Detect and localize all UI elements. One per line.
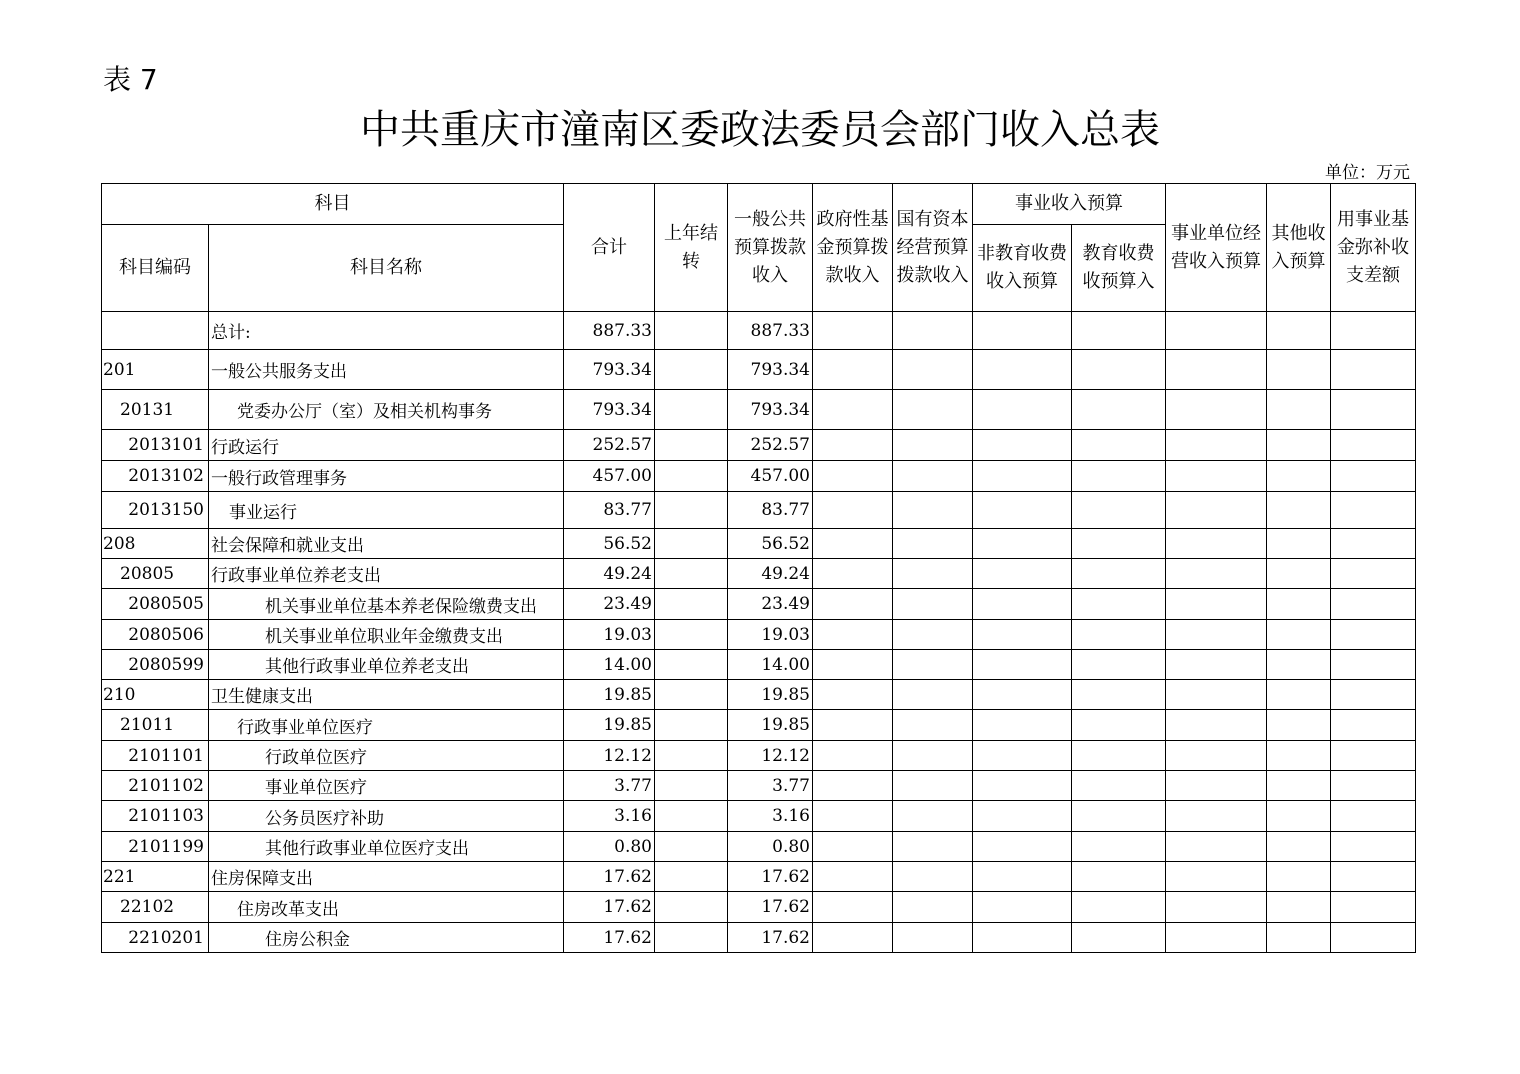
- cell-subject-name: 机关事业单位职业年金缴费支出: [209, 620, 564, 650]
- table-row: [102, 620, 1416, 650]
- cell-subject-name: 行政事业单位医疗: [209, 710, 564, 741]
- cell-other-income: [1267, 710, 1331, 741]
- cell-subject-name: 事业单位医疗: [209, 771, 564, 801]
- table-row: [102, 312, 1416, 350]
- cell-fund-balance: [1331, 680, 1416, 710]
- cell-carryover: [655, 741, 728, 771]
- cell-carryover: [655, 680, 728, 710]
- cell-carryover: [655, 892, 728, 923]
- cell-other-income: [1267, 589, 1331, 620]
- cell-subject-name: 总计:: [209, 312, 564, 350]
- cell-unit-operating: [1166, 862, 1267, 892]
- header-unit-operating: 事业单位经营收入预算: [1166, 184, 1267, 312]
- cell-total: 0.80: [564, 832, 655, 862]
- cell-other-income: [1267, 680, 1331, 710]
- cell-gov-fund: [813, 492, 893, 529]
- cell-non-edu-fee: [973, 710, 1072, 741]
- cell-subject-code: 22102: [102, 892, 209, 923]
- cell-unit-operating: [1166, 741, 1267, 771]
- cell-other-income: [1267, 529, 1331, 559]
- cell-carryover: [655, 461, 728, 492]
- table-row: [102, 350, 1416, 390]
- cell-unit-operating: [1166, 529, 1267, 559]
- table-row: [102, 589, 1416, 620]
- cell-edu-fee: [1072, 430, 1166, 461]
- cell-state-capital: [893, 771, 973, 801]
- cell-non-edu-fee: [973, 461, 1072, 492]
- cell-edu-fee: [1072, 892, 1166, 923]
- cell-fund-balance: [1331, 390, 1416, 430]
- cell-carryover: [655, 312, 728, 350]
- cell-unit-operating: [1166, 492, 1267, 529]
- cell-state-capital: [893, 620, 973, 650]
- cell-non-edu-fee: [973, 832, 1072, 862]
- cell-total: 17.62: [564, 923, 655, 953]
- cell-non-edu-fee: [973, 430, 1072, 461]
- cell-edu-fee: [1072, 680, 1166, 710]
- cell-carryover: [655, 862, 728, 892]
- table-row: [102, 710, 1416, 741]
- cell-non-edu-fee: [973, 862, 1072, 892]
- header-carryover: 上年结转: [655, 184, 728, 312]
- cell-gov-fund: [813, 680, 893, 710]
- cell-total: 252.57: [564, 430, 655, 461]
- cell-unit-operating: [1166, 350, 1267, 390]
- cell-fund-balance: [1331, 801, 1416, 832]
- cell-edu-fee: [1072, 461, 1166, 492]
- header-gov-fund: 政府性基金预算拨款收入: [813, 184, 893, 312]
- cell-other-income: [1267, 430, 1331, 461]
- cell-state-capital: [893, 559, 973, 589]
- cell-total: 14.00: [564, 650, 655, 680]
- cell-total: 19.03: [564, 620, 655, 650]
- cell-general-budget: 23.49: [728, 589, 813, 620]
- cell-edu-fee: [1072, 650, 1166, 680]
- cell-other-income: [1267, 390, 1331, 430]
- cell-total: 457.00: [564, 461, 655, 492]
- cell-unit-operating: [1166, 832, 1267, 862]
- cell-other-income: [1267, 492, 1331, 529]
- cell-total: 23.49: [564, 589, 655, 620]
- cell-gov-fund: [813, 430, 893, 461]
- cell-subject-name: 一般公共服务支出: [209, 350, 564, 390]
- header-state-capital: 国有资本经营预算拨款收入: [893, 184, 973, 312]
- cell-fund-balance: [1331, 430, 1416, 461]
- cell-gov-fund: [813, 390, 893, 430]
- cell-carryover: [655, 923, 728, 953]
- header-subject: 科目: [102, 184, 564, 225]
- cell-total: 83.77: [564, 492, 655, 529]
- cell-subject-name: 其他行政事业单位养老支出: [209, 650, 564, 680]
- cell-subject-name: 住房改革支出: [209, 892, 564, 923]
- table-row: [102, 892, 1416, 923]
- cell-subject-code: 2080505: [102, 589, 209, 620]
- cell-subject-code: 2101103: [102, 801, 209, 832]
- cell-subject-code: 2080506: [102, 620, 209, 650]
- cell-fund-balance: [1331, 832, 1416, 862]
- cell-subject-name: 事业运行: [209, 492, 564, 529]
- cell-total: 793.34: [564, 390, 655, 430]
- cell-subject-name: 行政运行: [209, 430, 564, 461]
- cell-general-budget: 17.62: [728, 923, 813, 953]
- cell-gov-fund: [813, 529, 893, 559]
- cell-unit-operating: [1166, 589, 1267, 620]
- cell-fund-balance: [1331, 710, 1416, 741]
- cell-subject-code: 201: [102, 350, 209, 390]
- cell-subject-name: 其他行政事业单位医疗支出: [209, 832, 564, 862]
- cell-fund-balance: [1331, 559, 1416, 589]
- cell-other-income: [1267, 741, 1331, 771]
- cell-non-edu-fee: [973, 529, 1072, 559]
- cell-total: 56.52: [564, 529, 655, 559]
- cell-other-income: [1267, 461, 1331, 492]
- cell-other-income: [1267, 650, 1331, 680]
- table-row: [102, 461, 1416, 492]
- cell-general-budget: 19.85: [728, 710, 813, 741]
- cell-subject-code: 20131: [102, 390, 209, 430]
- cell-unit-operating: [1166, 430, 1267, 461]
- header-business-income: 事业收入预算: [973, 184, 1166, 225]
- cell-subject-name: 住房公积金: [209, 923, 564, 953]
- cell-general-budget: 3.16: [728, 801, 813, 832]
- cell-total: 19.85: [564, 680, 655, 710]
- cell-non-edu-fee: [973, 620, 1072, 650]
- cell-state-capital: [893, 461, 973, 492]
- table-row: [102, 529, 1416, 559]
- cell-gov-fund: [813, 589, 893, 620]
- cell-total: 17.62: [564, 862, 655, 892]
- cell-unit-operating: [1166, 461, 1267, 492]
- cell-fund-balance: [1331, 741, 1416, 771]
- cell-other-income: [1267, 832, 1331, 862]
- table-row: [102, 741, 1416, 771]
- cell-non-edu-fee: [973, 559, 1072, 589]
- cell-non-edu-fee: [973, 589, 1072, 620]
- cell-carryover: [655, 430, 728, 461]
- cell-gov-fund: [813, 461, 893, 492]
- cell-carryover: [655, 529, 728, 559]
- cell-unit-operating: [1166, 923, 1267, 953]
- cell-general-budget: 793.34: [728, 350, 813, 390]
- cell-non-edu-fee: [973, 892, 1072, 923]
- cell-other-income: [1267, 771, 1331, 801]
- cell-fund-balance: [1331, 589, 1416, 620]
- header-subject-name: 科目名称: [209, 225, 564, 312]
- cell-state-capital: [893, 350, 973, 390]
- cell-gov-fund: [813, 650, 893, 680]
- cell-fund-balance: [1331, 529, 1416, 559]
- cell-subject-code: 221: [102, 862, 209, 892]
- table-row: [102, 559, 1416, 589]
- cell-non-edu-fee: [973, 741, 1072, 771]
- cell-non-edu-fee: [973, 312, 1072, 350]
- cell-other-income: [1267, 620, 1331, 650]
- income-summary-table: [101, 183, 1416, 953]
- cell-edu-fee: [1072, 710, 1166, 741]
- cell-fund-balance: [1331, 923, 1416, 953]
- cell-carryover: [655, 492, 728, 529]
- cell-edu-fee: [1072, 620, 1166, 650]
- cell-state-capital: [893, 832, 973, 862]
- cell-general-budget: 83.77: [728, 492, 813, 529]
- cell-carryover: [655, 771, 728, 801]
- cell-carryover: [655, 559, 728, 589]
- cell-unit-operating: [1166, 680, 1267, 710]
- cell-carryover: [655, 620, 728, 650]
- cell-carryover: [655, 650, 728, 680]
- cell-state-capital: [893, 710, 973, 741]
- cell-subject-code: 21011: [102, 710, 209, 741]
- table-row: [102, 492, 1416, 529]
- cell-non-edu-fee: [973, 650, 1072, 680]
- cell-non-edu-fee: [973, 680, 1072, 710]
- page-title: 中共重庆市潼南区委政法委员会部门收入总表: [360, 107, 1160, 153]
- cell-edu-fee: [1072, 923, 1166, 953]
- cell-fund-balance: [1331, 492, 1416, 529]
- cell-general-budget: 457.00: [728, 461, 813, 492]
- cell-general-budget: 793.34: [728, 390, 813, 430]
- cell-subject-code: 208: [102, 529, 209, 559]
- cell-other-income: [1267, 862, 1331, 892]
- cell-general-budget: 56.52: [728, 529, 813, 559]
- cell-fund-balance: [1331, 312, 1416, 350]
- cell-gov-fund: [813, 741, 893, 771]
- cell-other-income: [1267, 350, 1331, 390]
- cell-subject-code: 20805: [102, 559, 209, 589]
- cell-non-edu-fee: [973, 350, 1072, 390]
- cell-edu-fee: [1072, 589, 1166, 620]
- cell-total: 49.24: [564, 559, 655, 589]
- header-fund-balance: 用事业基金弥补收支差额: [1331, 184, 1416, 312]
- cell-subject-name: 社会保障和就业支出: [209, 529, 564, 559]
- cell-gov-fund: [813, 312, 893, 350]
- cell-unit-operating: [1166, 559, 1267, 589]
- cell-total: 19.85: [564, 710, 655, 741]
- cell-total: 793.34: [564, 350, 655, 390]
- cell-general-budget: 19.03: [728, 620, 813, 650]
- cell-non-edu-fee: [973, 923, 1072, 953]
- cell-non-edu-fee: [973, 492, 1072, 529]
- cell-subject-name: 行政事业单位养老支出: [209, 559, 564, 589]
- cell-edu-fee: [1072, 801, 1166, 832]
- cell-other-income: [1267, 559, 1331, 589]
- cell-unit-operating: [1166, 650, 1267, 680]
- cell-edu-fee: [1072, 492, 1166, 529]
- cell-gov-fund: [813, 350, 893, 390]
- cell-carryover: [655, 710, 728, 741]
- cell-gov-fund: [813, 923, 893, 953]
- cell-gov-fund: [813, 892, 893, 923]
- cell-general-budget: 17.62: [728, 862, 813, 892]
- cell-state-capital: [893, 923, 973, 953]
- cell-subject-name: 公务员医疗补助: [209, 801, 564, 832]
- cell-subject-name: 一般行政管理事务: [209, 461, 564, 492]
- table-row: [102, 923, 1416, 953]
- cell-non-edu-fee: [973, 771, 1072, 801]
- cell-general-budget: 3.77: [728, 771, 813, 801]
- header-non-edu-fee: 非教育收费收入预算: [973, 225, 1072, 312]
- table-row: [102, 390, 1416, 430]
- cell-fund-balance: [1331, 771, 1416, 801]
- table-row: [102, 771, 1416, 801]
- cell-general-budget: 17.62: [728, 892, 813, 923]
- cell-total: 887.33: [564, 312, 655, 350]
- cell-gov-fund: [813, 771, 893, 801]
- cell-subject-code: 2101199: [102, 832, 209, 862]
- cell-subject-code: 2080599: [102, 650, 209, 680]
- cell-subject-name: 行政单位医疗: [209, 741, 564, 771]
- cell-subject-code: 2210201: [102, 923, 209, 953]
- table-number: 表 7: [103, 63, 158, 96]
- table-row: [102, 801, 1416, 832]
- cell-gov-fund: [813, 832, 893, 862]
- cell-fund-balance: [1331, 350, 1416, 390]
- cell-other-income: [1267, 892, 1331, 923]
- cell-unit-operating: [1166, 390, 1267, 430]
- cell-general-budget: 49.24: [728, 559, 813, 589]
- cell-subject-code: 2013101: [102, 430, 209, 461]
- cell-unit-operating: [1166, 801, 1267, 832]
- cell-carryover: [655, 832, 728, 862]
- cell-carryover: [655, 801, 728, 832]
- cell-edu-fee: [1072, 350, 1166, 390]
- cell-gov-fund: [813, 559, 893, 589]
- cell-subject-code: 2101101: [102, 741, 209, 771]
- cell-state-capital: [893, 801, 973, 832]
- cell-subject-name: 住房保障支出: [209, 862, 564, 892]
- cell-subject-code: 2013102: [102, 461, 209, 492]
- cell-edu-fee: [1072, 771, 1166, 801]
- cell-edu-fee: [1072, 862, 1166, 892]
- cell-subject-name: 党委办公厅（室）及相关机构事务: [209, 390, 564, 430]
- cell-edu-fee: [1072, 390, 1166, 430]
- unit-label: 单位：万元: [1325, 163, 1410, 183]
- header-subject-code: 科目编码: [102, 225, 209, 312]
- table-row: [102, 832, 1416, 862]
- cell-state-capital: [893, 892, 973, 923]
- cell-subject-name: 机关事业单位基本养老保险缴费支出: [209, 589, 564, 620]
- cell-carryover: [655, 350, 728, 390]
- cell-gov-fund: [813, 620, 893, 650]
- cell-subject-code: 210: [102, 680, 209, 710]
- cell-fund-balance: [1331, 650, 1416, 680]
- cell-total: 3.16: [564, 801, 655, 832]
- table-row: [102, 680, 1416, 710]
- cell-gov-fund: [813, 710, 893, 741]
- cell-state-capital: [893, 862, 973, 892]
- cell-gov-fund: [813, 862, 893, 892]
- cell-state-capital: [893, 430, 973, 461]
- cell-edu-fee: [1072, 559, 1166, 589]
- header-general-budget: 一般公共预算拨款收入: [728, 184, 813, 312]
- cell-state-capital: [893, 680, 973, 710]
- cell-non-edu-fee: [973, 801, 1072, 832]
- cell-carryover: [655, 390, 728, 430]
- cell-subject-code: 2013150: [102, 492, 209, 529]
- cell-total: 17.62: [564, 892, 655, 923]
- table-row: [102, 650, 1416, 680]
- cell-unit-operating: [1166, 312, 1267, 350]
- cell-state-capital: [893, 589, 973, 620]
- cell-fund-balance: [1331, 862, 1416, 892]
- header-total: 合计: [564, 184, 655, 312]
- cell-subject-name: 卫生健康支出: [209, 680, 564, 710]
- cell-edu-fee: [1072, 832, 1166, 862]
- header-other-income: 其他收入预算: [1267, 184, 1331, 312]
- cell-state-capital: [893, 650, 973, 680]
- cell-state-capital: [893, 529, 973, 559]
- table-row: [102, 862, 1416, 892]
- cell-general-budget: 14.00: [728, 650, 813, 680]
- cell-unit-operating: [1166, 620, 1267, 650]
- cell-state-capital: [893, 312, 973, 350]
- cell-subject-code: 2101102: [102, 771, 209, 801]
- cell-other-income: [1267, 801, 1331, 832]
- cell-fund-balance: [1331, 620, 1416, 650]
- cell-general-budget: 12.12: [728, 741, 813, 771]
- cell-carryover: [655, 589, 728, 620]
- cell-edu-fee: [1072, 312, 1166, 350]
- cell-fund-balance: [1331, 892, 1416, 923]
- header-edu-fee: 教育收费收预算入: [1072, 225, 1166, 312]
- cell-general-budget: 252.57: [728, 430, 813, 461]
- cell-other-income: [1267, 923, 1331, 953]
- cell-state-capital: [893, 390, 973, 430]
- cell-edu-fee: [1072, 529, 1166, 559]
- cell-unit-operating: [1166, 892, 1267, 923]
- cell-general-budget: 0.80: [728, 832, 813, 862]
- cell-state-capital: [893, 492, 973, 529]
- cell-fund-balance: [1331, 461, 1416, 492]
- cell-general-budget: 19.85: [728, 680, 813, 710]
- cell-state-capital: [893, 741, 973, 771]
- cell-total: 12.12: [564, 741, 655, 771]
- cell-unit-operating: [1166, 771, 1267, 801]
- cell-subject-code: [102, 312, 209, 350]
- cell-non-edu-fee: [973, 390, 1072, 430]
- cell-general-budget: 887.33: [728, 312, 813, 350]
- cell-total: 3.77: [564, 771, 655, 801]
- table-body: [102, 312, 1416, 953]
- table-row: [102, 430, 1416, 461]
- cell-edu-fee: [1072, 741, 1166, 771]
- cell-other-income: [1267, 312, 1331, 350]
- cell-gov-fund: [813, 801, 893, 832]
- cell-unit-operating: [1166, 710, 1267, 741]
